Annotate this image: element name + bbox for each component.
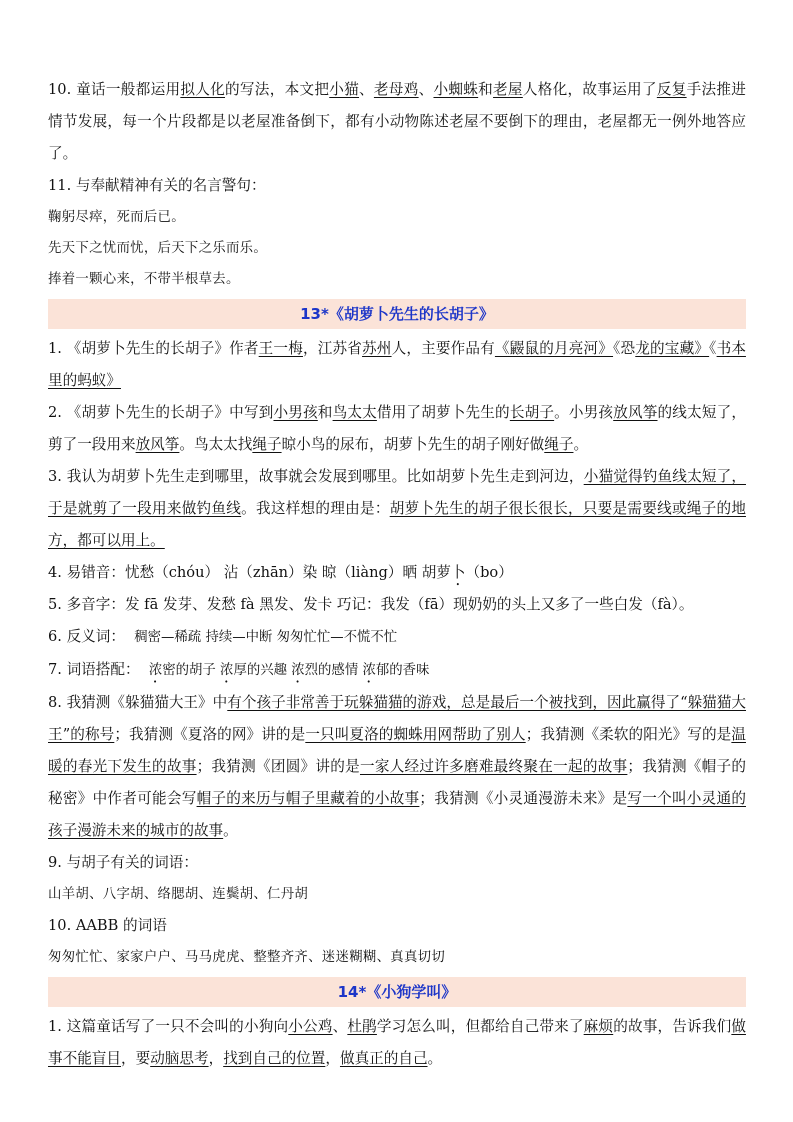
quote-3: 捧着一颗心来，不带半根草去。	[48, 272, 240, 287]
s13-item-2: 2. 《胡萝卜先生的长胡子》中写到小男孩和鸟太太借用了胡萝卜先生的长胡子。小男孩放风筝的线太短了，剪了一段用来放风筝。鸟太太找绳子晾小鸟的尿布，胡萝卜先生的胡子刚好做绳子。	[48, 404, 746, 453]
s13-item-10-words: 匆匆忙忙、家家户户、马马虎虎、整整齐齐、迷迷糊糊、真真切切	[48, 950, 446, 965]
s13-item-1: 1. 《胡萝卜先生的长胡子》作者王一梅，江苏省苏州人，主要作品有《鼹鼠的月亮河》《恐龙的宝藏》《书本里的蚂蚁》	[48, 340, 746, 389]
s13-item-8-guesses: 8. 我猜测《躲猫猫大王》中有个孩子非常善于玩躲猫猫的游戏，总是最后一个被找到，因此赢得了“躲猫猫大王”的称号；我猜测《夏洛的网》讲的是一只叫夏洛的蜘蛛用网帮助了别人；我猜测《柔软的阳光》写的是温暖的春光下发生的故事；我猜测《团圆》讲的是一家人经过许多磨难最终聚在一起的故事；我猜测《帽子的秘密》中作者可能会写帽子的来历与帽子里藏着的小故事；我猜测《小灵通漫游未来》是写一个叫小灵通的孩子漫游未来的城市的故事。	[48, 694, 746, 839]
s13-item-4-pronunciation: 4. 易错音：忧愁（chóu） 沾（zhān）染 晾（liàng）晒 胡萝卜（bo）	[48, 564, 513, 581]
item-10-fairy-tale-techniques: 10. 童话一般都运用拟人化的写法，本文把小猫、老母鸡、小蜘蛛和老屋人格化，故事运用了反复手法推进情节发展，每一个片段都是以老屋准备倒下，都有小动物陈述老屋不要倒下的理由，老屋都无一例外地答应了。	[48, 81, 746, 162]
s13-item-9-words: 山羊胡、八字胡、络腮胡、连鬓胡、仁丹胡	[48, 887, 309, 902]
s13-item-6-antonyms: 6. 反义词： 稠密—稀疏 持续—中断 匆匆忙忙—不慌不忙	[48, 628, 398, 645]
s13-item-7-collocations: 7. 词语搭配： 浓密的胡子 浓厚的兴趣 浓烈的感情 浓郁的香味	[48, 661, 430, 678]
item-11-title: 11. 与奉献精神有关的名言警句：	[48, 177, 266, 194]
s14-item-1: 1. 这篇童话写了一只不会叫的小狗向小公鸡、杜鹃学习怎么叫，但都给自己带来了麻烦的故事，告诉我们做事不能盲目，要动脑思考，找到自己的位置，做真正的自己。	[48, 1018, 746, 1067]
section-14-banner: 14*《小狗学叫》	[48, 977, 746, 1007]
document-page	[48, 74, 746, 1075]
s13-item-10-title: 10. AABB 的词语	[48, 917, 167, 934]
quote-2: 先天下之忧而忧，后天下之乐而乐。	[48, 241, 268, 256]
section-13-banner: 13*《胡萝卜先生的长胡子》	[48, 299, 746, 329]
s13-item-9-title: 9. 与胡子有关的词语：	[48, 854, 198, 871]
s13-item-3: 3. 我认为胡萝卜先生走到哪里，故事就会发展到哪里。比如胡萝卜先生走到河边，小猫觉得钓鱼线太短了，于是就剪了一段用来做钓鱼线。我这样想的理由是：胡萝卜先生的胡子很长很长，只要是需要线或绳子的地方，都可以用上。	[48, 468, 746, 549]
s13-item-5-polyphones: 5. 多音字：发 fā 发芽、发愁 fà 黑发、发卡 巧记：我发（fā）现奶奶的头上又多了一些白发（fà）。	[48, 596, 694, 613]
quote-1: 鞠躬尽瘁，死而后已。	[48, 210, 185, 225]
